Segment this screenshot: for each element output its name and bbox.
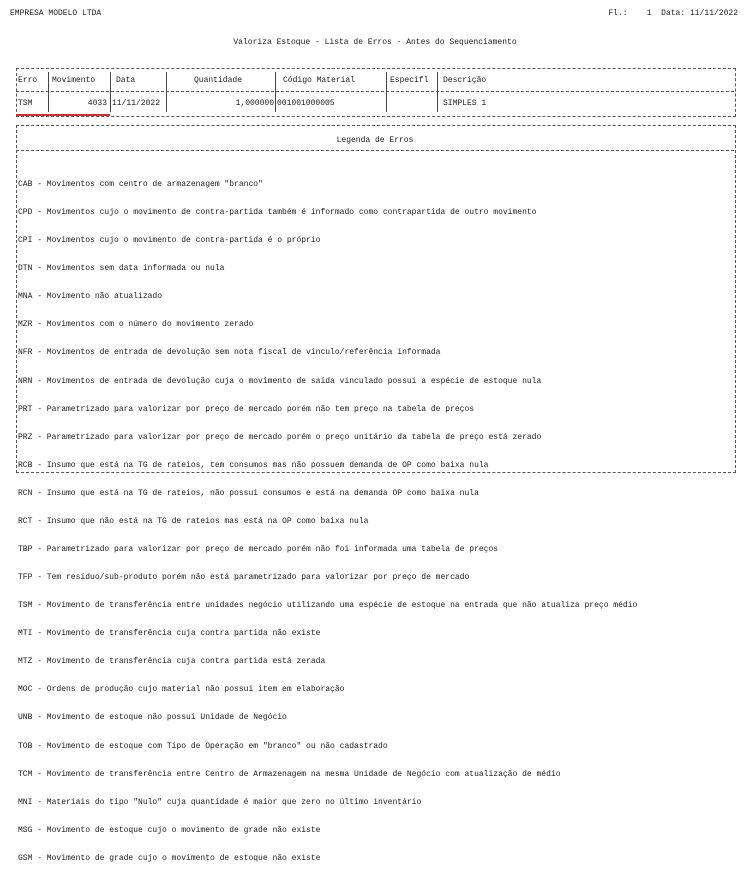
row-codigo-material: 001001000005	[277, 99, 335, 108]
legend-item: NFR - Movimentos de entrada de devolução sem nota fiscal de vínculo/referência informada	[18, 348, 441, 358]
col-header-erro: Erro	[18, 76, 38, 85]
legend-item: RCT - Insumo que não está na TG de rateios mas está na OP como baixa nula	[18, 516, 369, 526]
col-header-data: Data	[116, 76, 136, 85]
legend-item: MTZ - Movimento de transferência cuja contra partida está zerada	[18, 657, 326, 667]
legend-item: TOB - Movimento de estoque com Tipo de Operação em "branco" ou não cadastrado	[18, 741, 388, 751]
row-descricao: SIMPLES 1	[443, 99, 487, 108]
col-separator	[166, 72, 167, 112]
row-data: 11/11/2022	[112, 99, 161, 108]
row-movimento: 4033	[87, 99, 107, 108]
legend-item: MZR - Movimentos com o número do movimento zerado	[18, 320, 254, 330]
row-erro: TSM	[18, 99, 33, 108]
col-header-descricao: Descrição	[443, 76, 487, 85]
legend-list	[18, 162, 730, 882]
col-header-quantidade: Quantidade	[194, 76, 243, 85]
legend-item: PRT - Parametrizado para valorizar por preço de mercado porém não tem preço na tabela de preços	[18, 404, 475, 414]
legend-item: UNB - Movimento de estoque não possui Unidade de Negócio	[18, 713, 287, 723]
col-header-especif: Especifl	[390, 76, 429, 85]
col-header-movimento: Movimento	[52, 76, 96, 85]
table-header-divider	[16, 91, 734, 92]
report-title: Valoriza Estoque - Lista de Erros - Antes do Sequenciamento	[233, 38, 517, 47]
legend-divider	[16, 150, 734, 151]
legend-item: RCB - Insumo que está na TG de rateios, tem consumos mas não possuem demanda de OP como baixa nula	[18, 460, 489, 470]
legend-item: MSG - Movimento de estoque cujo o movimento de grade não existe	[18, 825, 321, 835]
highlight-underline	[16, 114, 110, 116]
legend-item: MNA - Movimento não atualizado	[18, 292, 163, 302]
legend-item: TFP - Tem resíduo/sub-produto porém não está parametrizado para valorizar por preço de mercado	[18, 573, 470, 583]
legend-item: CPD - Movimentos cujo o movimento de contra-partida também é informado como contrapartida de outro movimento	[18, 208, 537, 218]
legend-item: PRZ - Parametrizado para valorizar por preço de mercado porém o preço unitário da tabela de preço está zerado	[18, 432, 542, 442]
page-label: Fl.:	[608, 9, 628, 18]
legend-item: CPI - Movimentos cujo o movimento de contra-partida é o próprio	[18, 236, 321, 246]
legend-item: MNI - Materiais do tipo "Nulo" cuja quantidade é maior que zero no último inventário	[18, 797, 422, 807]
row-quantidade: 1,000000	[235, 99, 274, 108]
col-separator	[275, 72, 276, 112]
page-number: 1	[646, 9, 652, 18]
legend-title: Legenda de Erros	[336, 136, 414, 145]
col-separator	[386, 72, 387, 112]
legend-item: MTI - Movimento de transferência cuja contra partida não existe	[18, 629, 321, 639]
col-separator	[437, 72, 438, 112]
col-separator	[110, 72, 111, 112]
legend-item: DTN - Movimentos sem data informada ou nula	[18, 264, 225, 274]
legend-item: RCN - Insumo que está na TG de rateios, não possui consumos e está na demanda OP como baixa nula	[18, 488, 479, 498]
legend-item: NRN - Movimentos de entrada de devolução cuja o movimento de saída vinculado possui a espécie de estoque nula	[18, 376, 542, 386]
page-info	[608, 9, 738, 19]
legend-item: TSM - Movimento de transferência entre unidades negócio utilizando uma espécie de estoque na entrada que não atualiza preço médio	[18, 601, 638, 611]
date-label: Data:	[661, 9, 686, 18]
company-name: EMPRESA MODELO LTDA	[10, 9, 102, 18]
legend-item: MOC - Ordens de produção cujo material não possui item em elaboração	[18, 685, 345, 695]
legend-item: TBP - Parametrizado para valorizar por preço de mercado porém não foi informada uma tabela de preços	[18, 545, 499, 555]
legend-item: TCM - Movimento de transferência entre Centro de Armazenagem na mesma Unidade de Negócio com atualização de médio	[18, 769, 561, 779]
legend-item: GSM - Movimento de grade cujo o movimento de estoque não existe	[18, 853, 321, 863]
col-header-codigo-material: Código Material	[283, 76, 356, 85]
col-separator	[48, 72, 49, 112]
legend-item: CAB - Movimentos com centro de armazenagem "branco"	[18, 180, 263, 189]
date-value: 11/11/2022	[689, 9, 738, 18]
